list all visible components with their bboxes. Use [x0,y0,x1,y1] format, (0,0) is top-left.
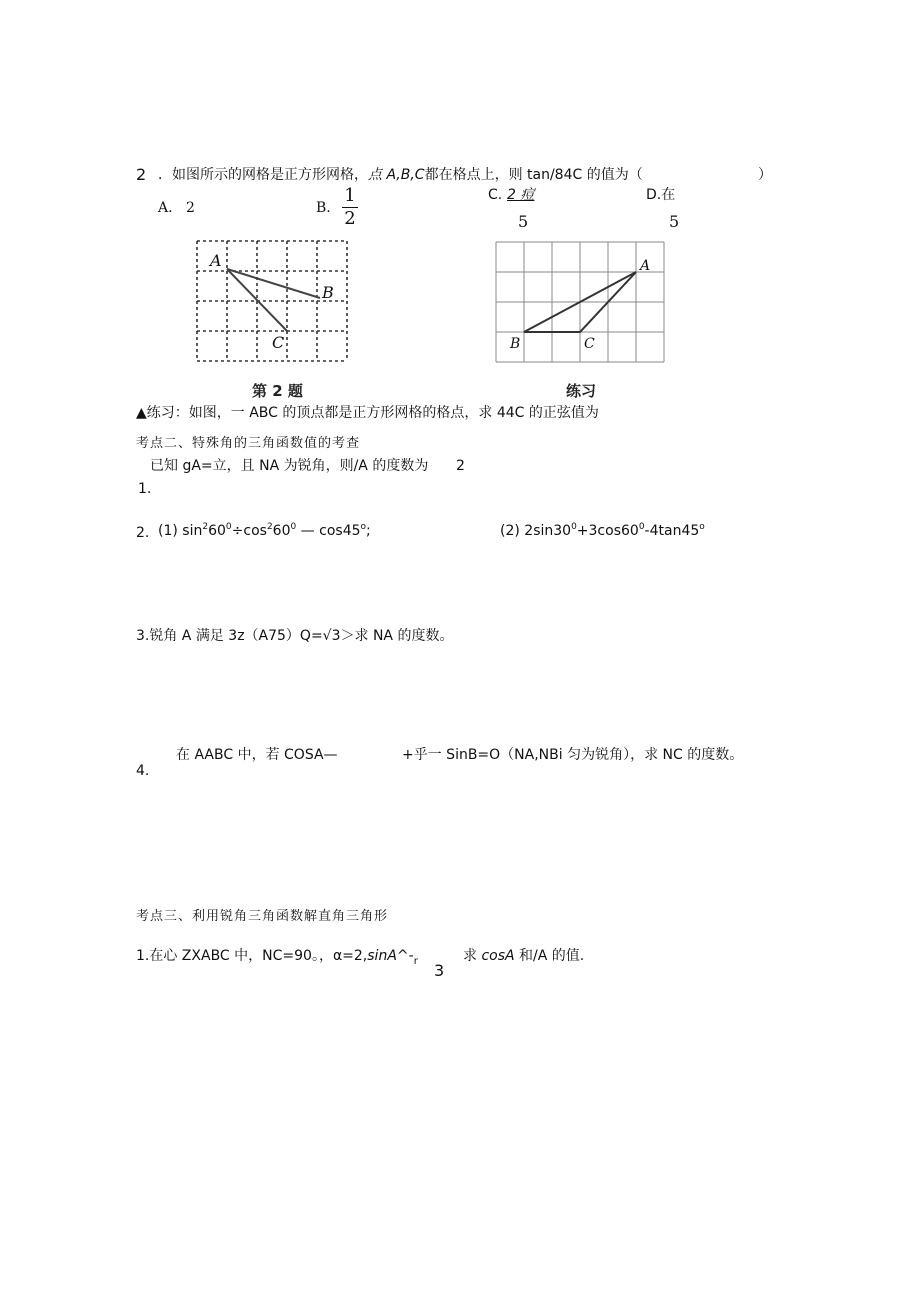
q2-text-b: 都在格点上，则 tan/84C 的值为（ [424,167,643,183]
section-2-q2-part1 [158,522,371,540]
q2-part1-f: ; [366,523,371,539]
section-3-q1-denominator: 3 [434,961,445,980]
q2-part2-b: +3cos60 [576,523,639,539]
point-a-label: A [640,258,651,274]
section-2-q4-text-b: +乎一 SinB=O（NA,NBi 匀为锐角），求 NC 的度数。 [402,747,744,763]
option-d-denominator: 5 [669,212,680,231]
section-2-q1-value: 2 [456,458,465,474]
q2-part1-sup3: 2 [266,522,273,532]
option-a-value: 2 [186,200,195,216]
q2-part2-sup1: 0 [571,522,577,532]
figure-right-caption: 练习 [566,382,597,400]
option-b-fraction [342,186,358,229]
q2-part2-sup2: 0 [638,522,645,532]
section-3-q1-cosa: cosA [481,948,515,964]
q2-part2-sup3: o [699,522,705,532]
q2-part1-e: — cos45 [296,523,361,539]
option-b-denominator: 2 [344,208,356,229]
section-3-q1-text-a: 1.在心 ZXABC 中，NC=90。，α=2, [136,948,368,964]
section-2-q2-number: 2. [136,525,150,541]
figure-question-2 [190,238,356,368]
option-d-label: D.在 [646,187,676,203]
q2-part1-a: (1) sin [158,523,203,539]
q2-part1-b: 60 [208,523,226,539]
q2-part1-c: ÷cos [231,523,267,539]
section-2-q4-text-a: 在 AABC 中，若 COSA— [176,747,338,763]
point-b-label: B [510,336,521,352]
q2-paren-close: ） [758,167,772,183]
q2-text-a: ．如图所示的网格是正方形网格， [158,167,368,183]
q2-part1-sup2: 0 [225,522,232,532]
option-c-value: 2 痘 [507,187,535,203]
q2-part1-sup4: 0 [290,522,297,532]
section-3-q1-pre: 求 [463,948,482,964]
point-c-label: C [272,333,285,352]
section-3-q1-sub: r [413,956,418,967]
practice-text: ▲练习：如图，一 ABC 的顶点都是正方形网格的格点，求 44C 的正弦值为 [136,405,599,421]
section-2-q1-text: 已知 gA=立，且 NA 为锐角，则/A 的度数为 [150,458,429,474]
figure-left-caption: 第 2 题 [252,382,303,400]
q2-part2-a: (2) 2sin30 [500,523,572,539]
section-3-q1-text [136,947,418,971]
q2-number: 2 [136,165,147,184]
option-c-label: C. [488,187,503,203]
q2-text-points: 点 A,B,C [368,167,425,183]
option-b-label: B. [316,200,331,216]
section-2-q4-number: 4. [136,763,150,779]
section-3-q1-post: 和/A 的值. [514,948,585,964]
section-3-q1-question [463,947,584,965]
q2-text [158,166,643,184]
section-2-q2-part2 [500,522,705,540]
triangle-abc [227,269,320,331]
q2-part1-d: 60 [272,523,291,539]
section-2-q1-number: 1. [138,481,152,497]
section-3-heading: 考点三、利用锐角三角函数解直角三角形 [136,909,389,924]
option-c-denominator: 5 [518,212,529,231]
option-b-numerator: 1 [344,185,356,206]
figure-practice [494,240,666,368]
section-3-q1-italic: sinA^- [367,948,414,964]
q2-part1-sup5: o [360,522,367,532]
section-2-heading: 考点二、特殊角的三角函数值的考查 [136,436,361,451]
point-a-label: A [210,251,222,270]
q2-part1-sup1: 2 [202,522,209,532]
q2-part2-c: -4tan45 [644,523,700,539]
point-c-label: C [584,336,595,352]
option-a-label: A. [158,200,173,216]
point-b-label: B [322,283,334,302]
section-2-q3-text: 3.锐角 A 满足 3z（A75）Q=√3＞求 NA 的度数。 [136,628,454,644]
